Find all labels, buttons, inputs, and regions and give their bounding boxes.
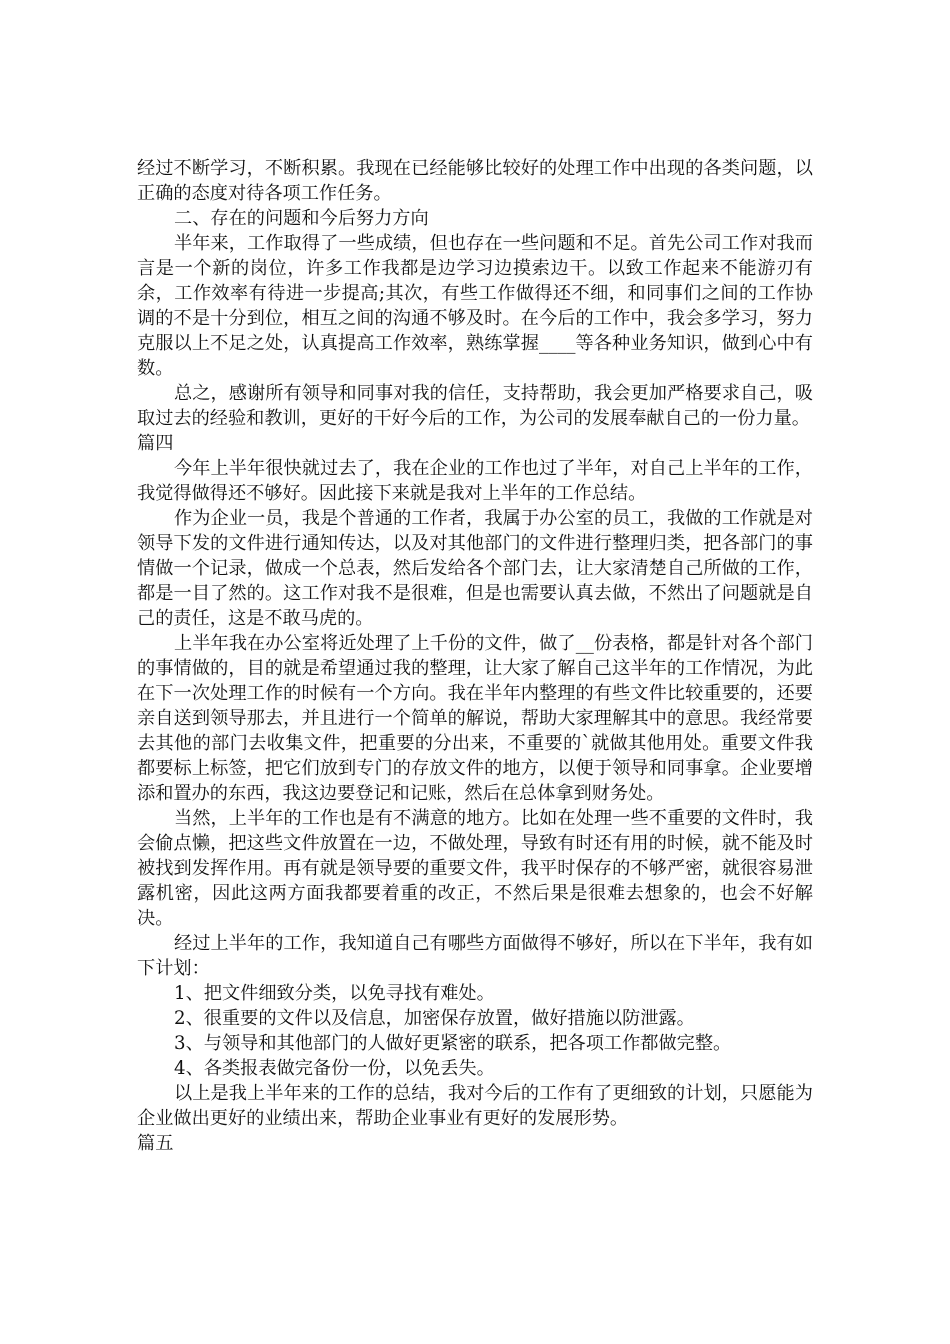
paragraph-ch4-summary: 以上是我上半年来的工作的总结，我对今后的工作有了更细致的计划，只愿能为企业做出更好的业绩出来，帮助企业事业有更好的发展形势。 [137, 1083, 813, 1129]
chapter-heading-4: 篇四 [137, 433, 174, 454]
paragraph-ch4-plan-intro: 经过上半年的工作，我知道自己有哪些方面做得不够好，所以在下半年，我有如下计划： [137, 933, 813, 979]
paragraph-1: 经过不断学习，不断积累。我现在已经能够比较好的处理工作中出现的各类问题，以正确的态度对待各项工作任务。 [137, 158, 813, 204]
list-item-3: 3、与领导和其他部门的人做好更紧密的联系，把各项工作都做完整。 [174, 1033, 732, 1054]
document-page [137, 156, 813, 1156]
paragraph-ch4-shortcomings: 当然，上半年的工作也是有不满意的地方。比如在处理一些不重要的文件时，我会偷点懒，把这些文件放置在一边，不做处理，导致有时还有用的时候，就不能及时被找到发挥作用。再有就是领导要的重要文件，我平时保存的不够严密，就很容易泄露机密，因此这两方面我都要着重的改正，不然后果是很难去想象的，也会不好解决。 [137, 808, 813, 929]
paragraph-ch4-intro: 今年上半年很快就过去了，我在企业的工作也过了半年，对自己上半年的工作，我觉得做得还不够好。因此接下来就是我对上半年的工作总结。 [137, 458, 813, 504]
paragraph-conclusion: 总之，感谢所有领导和同事对我的信任，支持帮助，我会更加严格要求自己，吸取过去的经验和教训，更好的干好今后的工作，为公司的发展奉献自己的一份力量。 [137, 383, 813, 429]
list-item-1: 1、把文件细致分类，以免寻找有难处。 [174, 983, 495, 1004]
section-heading-problems: 二、存在的问题和今后努力方向 [174, 208, 429, 229]
chapter-heading-5: 篇五 [137, 1133, 174, 1154]
list-item-2: 2、很重要的文件以及信息，加密保存放置，做好措施以防泄露。 [174, 1008, 695, 1029]
paragraph-problems: 半年来，工作取得了一些成绩，但也存在一些问题和不足。首先公司工作对我而言是一个新的岗位，许多工作我都是边学习边摸索边干。以致工作起来不能游刃有余，工作效率有待进一步提高;其次，有些工作做得还不细，和同事们之间的工作协调的不是十分到位，相互之间的沟通不够及时。在今后的工作中，我会多学习，努力克服以上不足之处，认真提高工作效率，熟练掌握____等各种业务知识，做到心中有数。 [137, 233, 813, 379]
paragraph-ch4-role: 作为企业一员，我是个普通的工作者，我属于办公室的员工，我做的工作就是对领导下发的文件进行通知传达，以及对其他部门的文件进行整理归类，把各部门的事情做一个记录，做成一个总表，然后发给各个部门去，让大家清楚自己所做的工作，都是一目了然的。这工作对我不是很难，但是也需要认真去做，不然出了问题就是自己的责任，这是不敢马虎的。 [137, 508, 813, 629]
paragraph-ch4-files: 上半年我在办公室将近处理了上千份的文件，做了__份表格，都是针对各个部门的事情做的，目的就是希望通过我的整理，让大家了解自己这半年的工作情况，为此在下一次处理工作的时候有一个方向。我在半年内整理的有些文件比较重要的，还要亲自送到领导那去，并且进行一个简单的解说，帮助大家理解其中的意思。我经常要去其他的部门去收集文件，把重要的分出来，不重要的`就做其他用处。重要文件我都要标上标签，把它们放到专门的存放文件的地方，以便于领导和同事拿。企业要增添和置办的东西，我这边要登记和记账，然后在总体拿到财务处。 [137, 633, 813, 804]
list-item-4: 4、各类报表做完备份一份，以免丢失。 [174, 1058, 495, 1079]
